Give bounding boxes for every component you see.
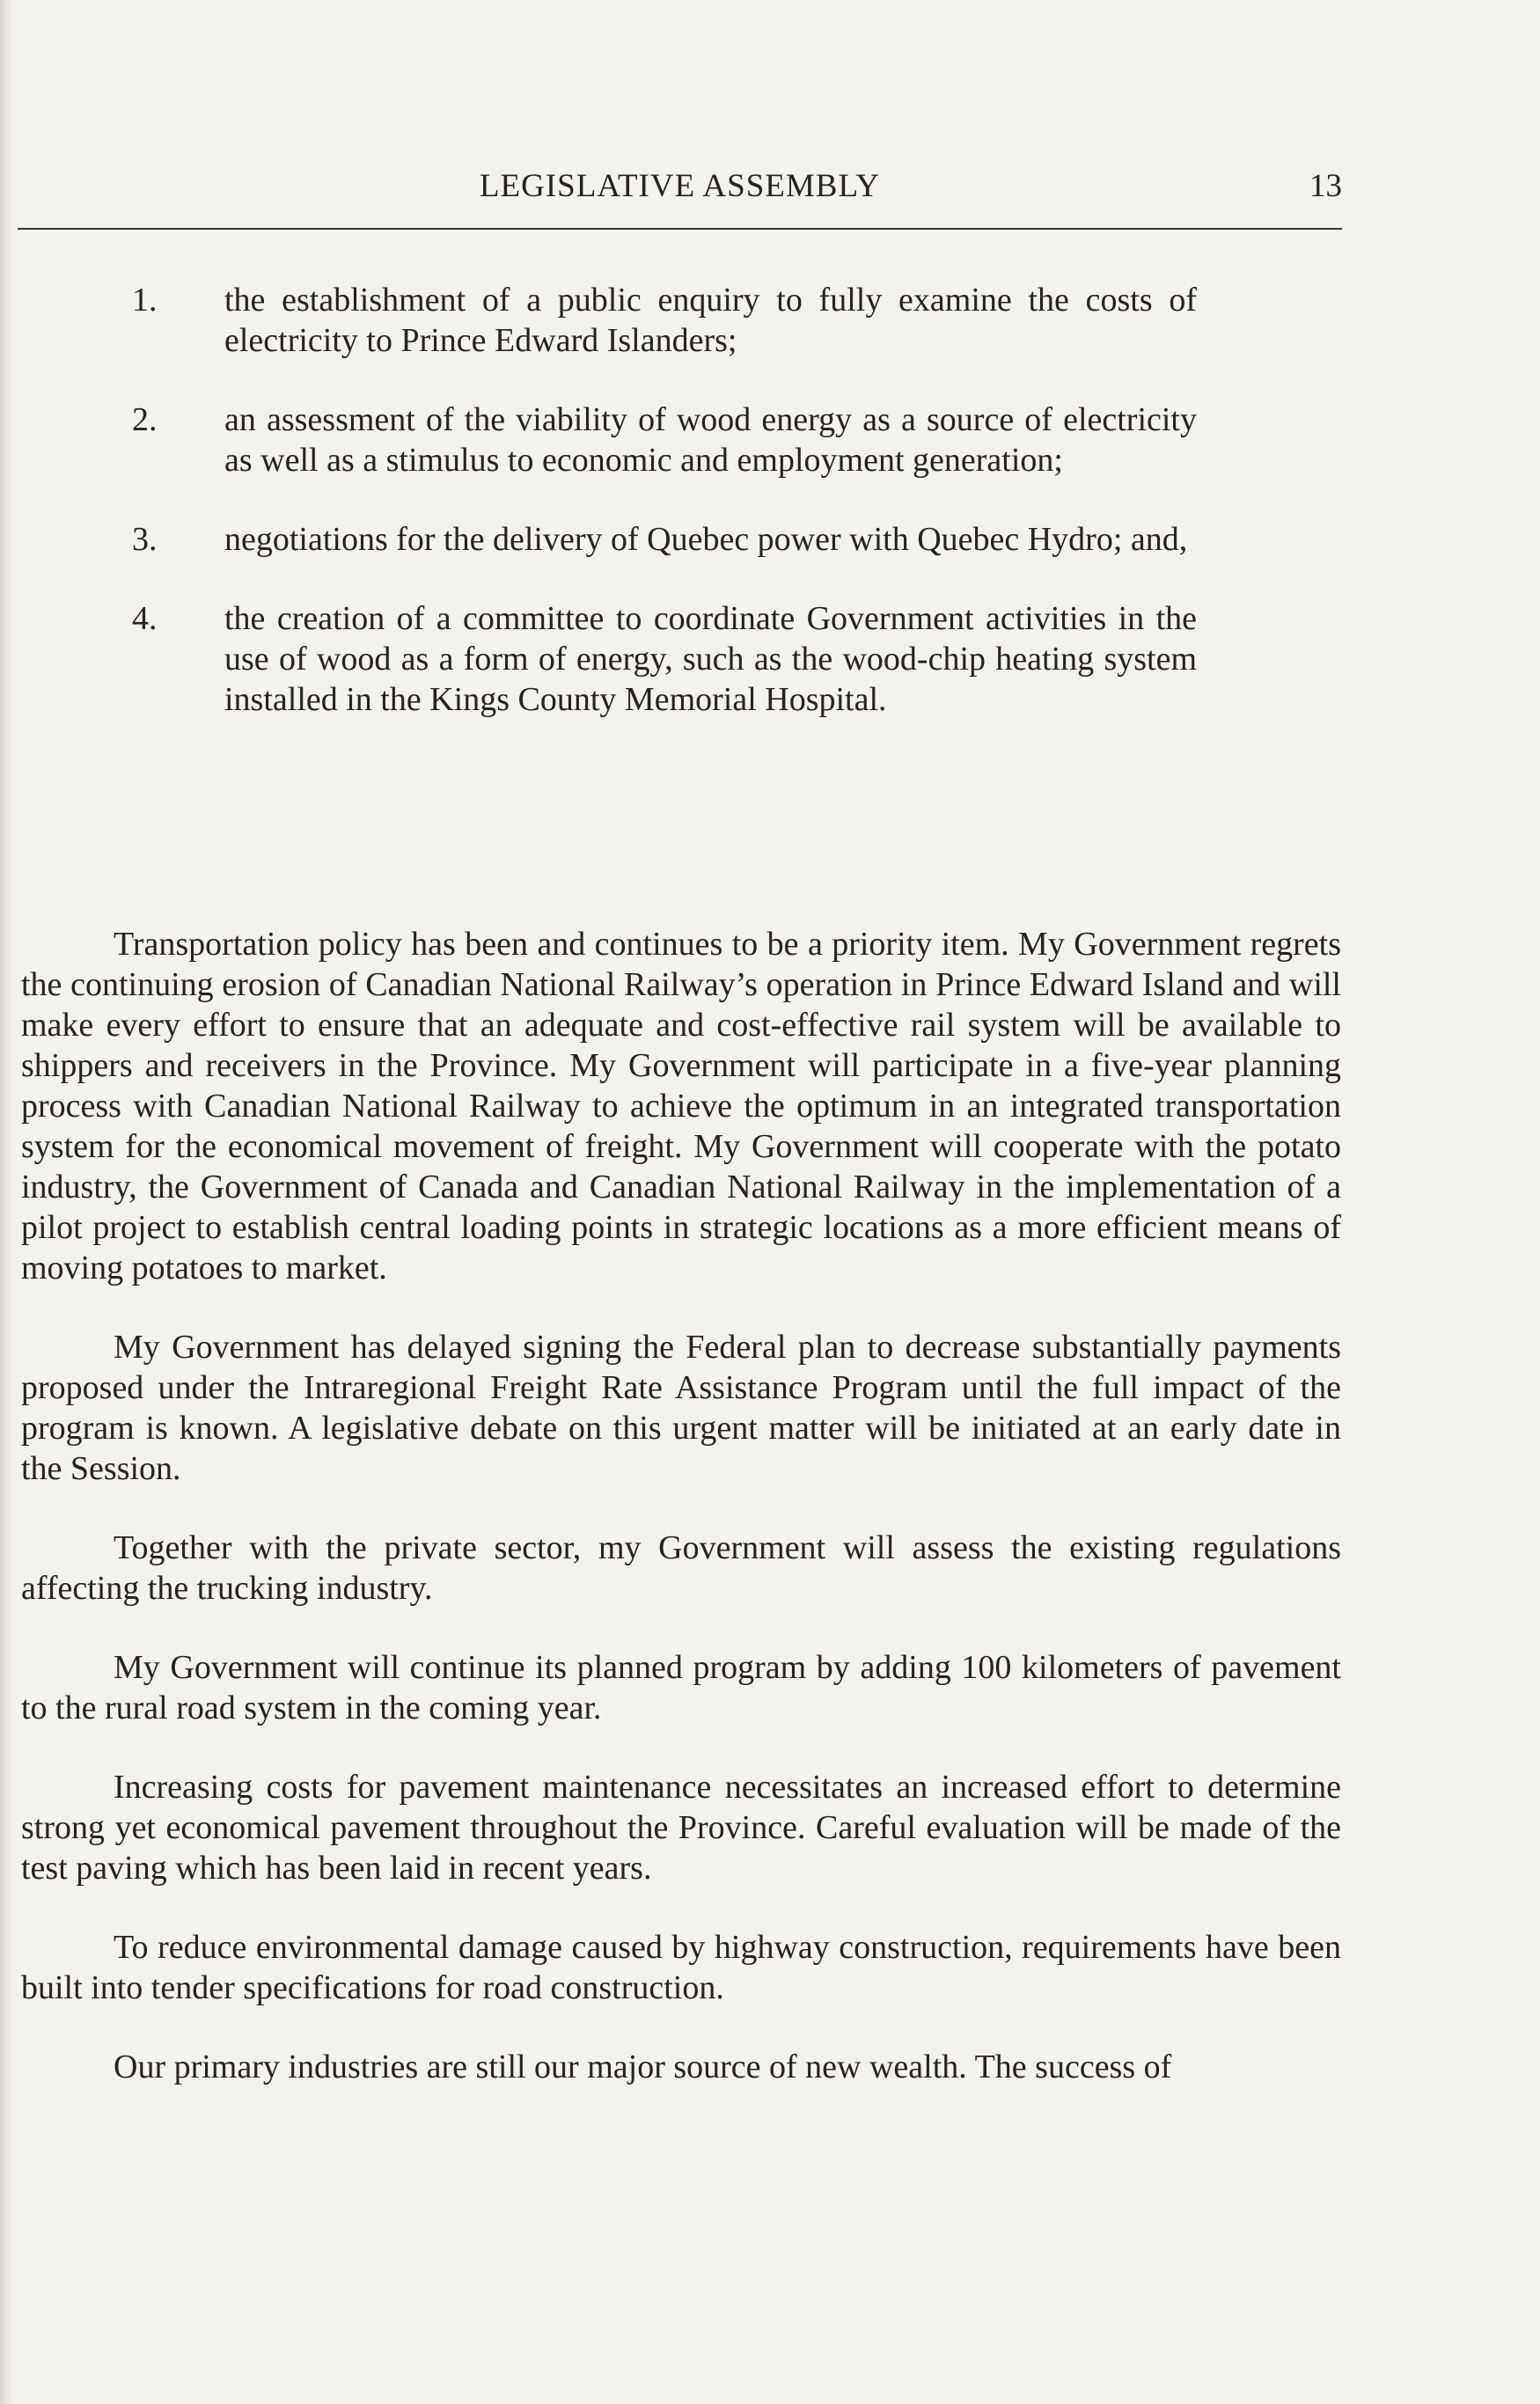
list-item-number: 4. (132, 600, 158, 637)
header-rule (18, 228, 1342, 230)
list-item-number: 1. (132, 282, 158, 319)
running-header (18, 167, 1342, 211)
paragraph-rural-road-paving: My Government will continue its planned program by adding 100 kilometers of pavement to the rural road system in the coming year. (21, 1649, 1341, 1726)
list-item-text: the creation of a committee to coordinate Government activities in the use of wood as a form of energy, such as the wood-chip heating system installed in the Kings County Memorial Hospital. (224, 600, 1197, 718)
list-item-text: negotiations for the delivery of Quebec power with Quebec Hydro; and, (224, 521, 1188, 558)
list-item-text: the establishment of a public enquiry to fully examine the costs of electricity to Prince Edward Islanders; (224, 282, 1197, 359)
page-number: 13 (1309, 168, 1342, 204)
page-edge-shadow (0, 0, 12, 2404)
body-text (21, 924, 1341, 2126)
paragraph-transportation-policy: Transportation policy has been and continues to be a priority item. My Government regrets the continuing erosion of Canadian National Railway’s operation in Prince Edward Island and will make every effort to ensure that an adequate and cost-effective rail system will be available to shippers and receivers in the Province. My Government will participate in a five-year planning process with Canadian National Railway to achieve the optimum in an integrated transportation system for the economical movement of freight. My Government will cooperate with the potato industry, the Government of Canada and Canadian National Railway in the implementation of a pilot project to establish central loading points in strategic locations as a more efficient means of moving potatoes to market. (21, 926, 1341, 1286)
list-item-number: 2. (132, 401, 158, 438)
list-item (132, 280, 1197, 361)
list-item (132, 519, 1197, 560)
paragraph-freight-rate-assistance: My Government has delayed signing the Federal plan to decrease substantially payments proposed under the Intraregional Freight Rate Assistance Program until the full impact of the program is known. A legislative debate on this urgent matter will be initiated at an early date in the Session. (21, 1329, 1341, 1487)
paragraph-environmental-damage: To reduce environmental damage caused by highway construction, requirements have been built into tender specifications for road construction. (21, 1929, 1341, 2006)
paragraph-primary-industries: Our primary industries are still our major source of new wealth. The success of (114, 2049, 1172, 2085)
list-item-number: 3. (132, 521, 158, 558)
paragraph-trucking-regulations: Together with the private sector, my Government will assess the existing regulations affecting the trucking industry. (21, 1529, 1341, 1607)
list-item (132, 598, 1197, 720)
list-item-text: an assessment of the viability of wood energy as a source of electricity as well as a stimulus to economic and employment generation; (224, 401, 1197, 479)
list-item (132, 399, 1197, 480)
numbered-list (132, 280, 1197, 759)
paragraph-pavement-maintenance: Increasing costs for pavement maintenance necessitates an increased effort to determine strong yet economical pavement throughout the Province. Careful evaluation will be made of the test paving which has been laid in recent years. (21, 1769, 1341, 1887)
header-title: LEGISLATIVE ASSEMBLY (479, 168, 881, 204)
